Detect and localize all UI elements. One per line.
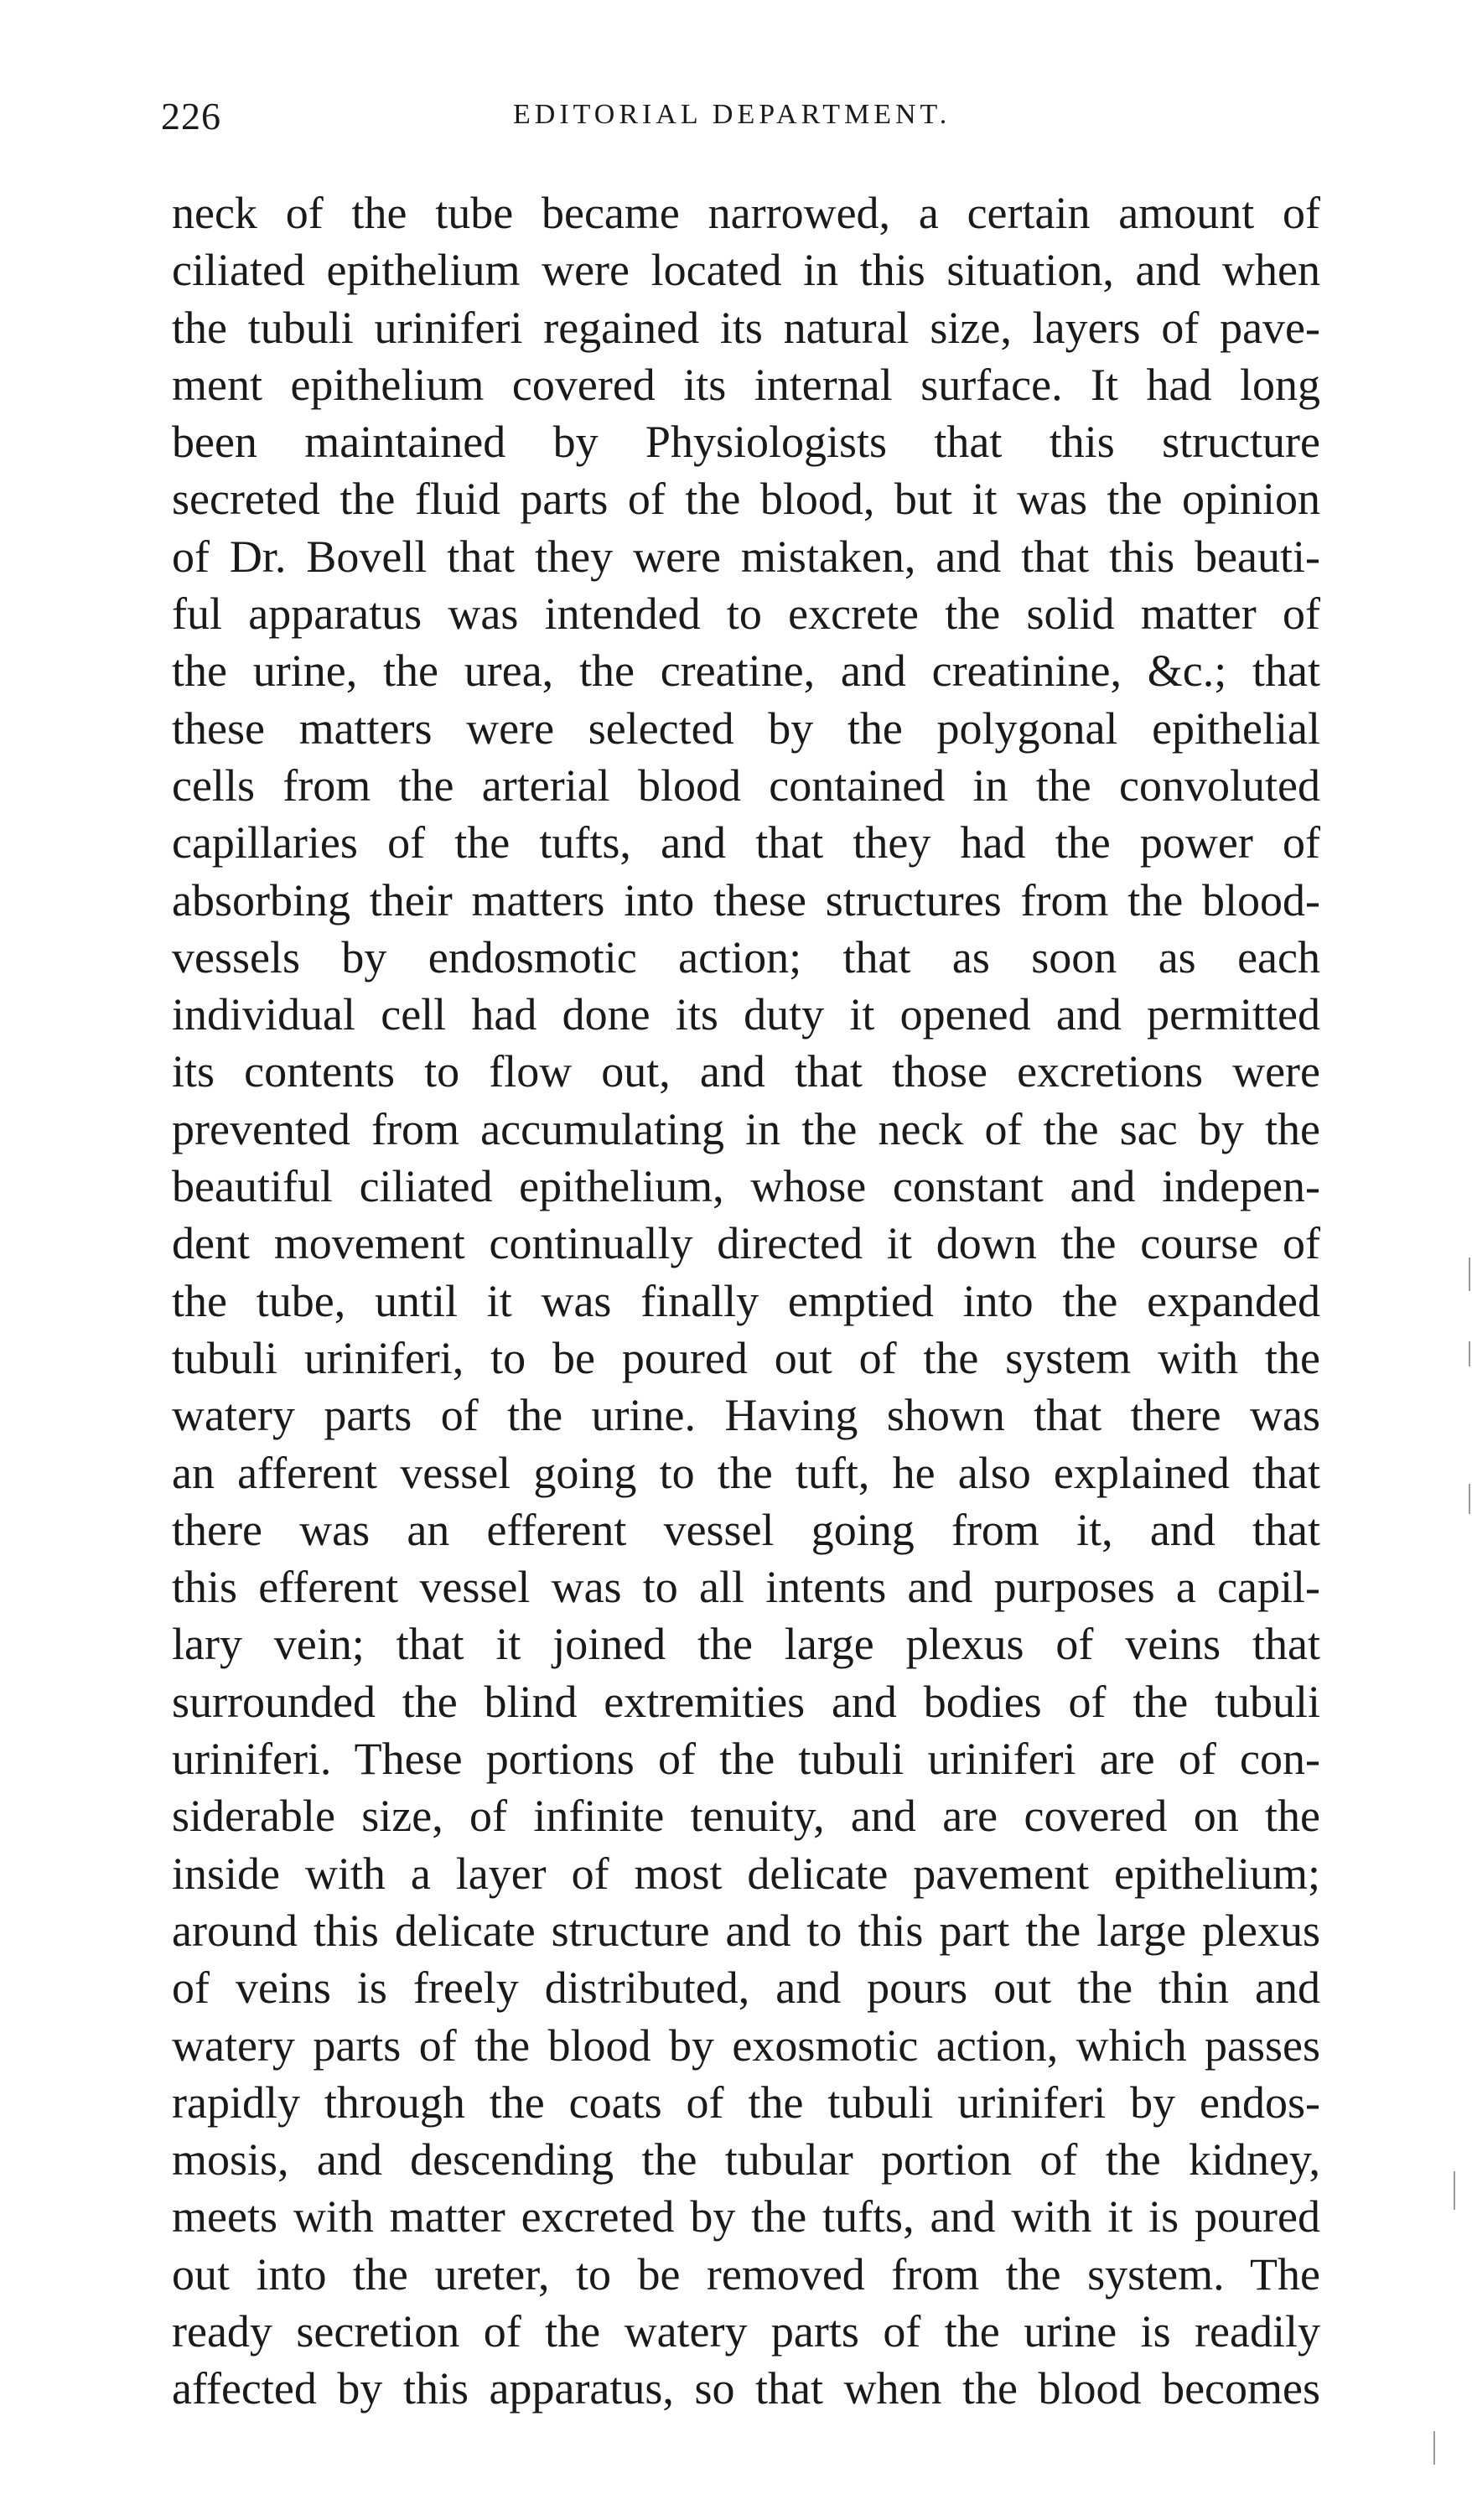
text-line: ready secretion of the watery parts of the urine is readily: [172, 2305, 1320, 2357]
text-line: these matters were selected by the polygonal epithelial: [172, 703, 1320, 754]
text-line: siderable size, of infinite tenuity, and are covered on the: [172, 1791, 1320, 1842]
margin-mark: [1469, 1341, 1470, 1366]
text-line: beautiful ciliated epithelium, whose constant and indepen-: [172, 1161, 1320, 1212]
text-line: watery parts of the urine. Having shown that there was: [172, 1390, 1320, 1441]
text-line: watery parts of the blood by exosmotic action, which passes: [172, 2020, 1320, 2071]
text-line: ment epithelium covered its internal surface. It had long: [172, 359, 1320, 410]
text-line: secreted the fluid parts of the blood, but it was the opinion: [172, 474, 1320, 525]
text-line: uriniferi. These portions of the tubuli uriniferi are of con-: [172, 1734, 1320, 1785]
text-line: surrounded the blind extremities and bodies of the tubuli: [172, 1676, 1320, 1727]
text-line: dent movement continually directed it down the course of: [172, 1218, 1320, 1269]
margin-mark: [1469, 1257, 1470, 1291]
text-line: of Dr. Bovell that they were mistaken, and that this beauti-: [172, 531, 1320, 582]
text-line: inside with a layer of most delicate pavement epithelium;: [172, 1848, 1320, 1899]
margin-mark: [1469, 1484, 1470, 1514]
text-line: been maintained by Physiologists that this structure: [172, 417, 1320, 468]
text-line: the tubuli uriniferi regained its natural size, layers of pave-: [172, 302, 1320, 353]
text-line: vessels by endosmotic action; that as soon as each: [172, 931, 1320, 983]
text-line: ciliated epithelium were located in this situation, and when: [172, 245, 1320, 296]
text-line: neck of the tube became narrowed, a certain amount of: [172, 188, 1320, 238]
text-line: ful apparatus was intended to excrete the solid matter of: [172, 589, 1320, 640]
margin-mark: [1433, 2431, 1435, 2465]
text-line: its contents to flow out, and that those excretions were: [172, 1046, 1320, 1097]
text-line: around this delicate structure and to this part the large plexus: [172, 1905, 1320, 1956]
text-line: prevented from accumulating in the neck of the sac by the: [172, 1103, 1320, 1154]
text-line: affected by this apparatus, so that when the blood becomes: [172, 2363, 1320, 2414]
text-line: meets with matter excreted by the tufts, and with it is poured: [172, 2191, 1320, 2243]
running-head: EDITORIAL DEPARTMENT.: [513, 99, 951, 130]
text-line: out into the ureter, to be removed from the system. The: [172, 2248, 1320, 2300]
text-line: mosis, and descending the tubular portion of the kidney,: [172, 2134, 1320, 2186]
text-line: of veins is freely distributed, and pours out the thin and: [172, 1963, 1320, 2014]
text-line: the tube, until it was finally emptied into the expanded: [172, 1275, 1320, 1326]
margin-mark: [1454, 2171, 1455, 2210]
text-line: absorbing their matters into these structures from the blood-: [172, 874, 1320, 926]
text-line: rapidly through the coats of the tubuli uriniferi by endos-: [172, 2077, 1320, 2128]
text-line: there was an efferent vessel going from it, and that: [172, 1504, 1320, 1555]
page-number: 226: [161, 95, 221, 137]
text-line: an afferent vessel going to the tuft, he also explained that: [172, 1447, 1320, 1498]
body-text: [172, 184, 1320, 2418]
text-line: this efferent vessel was to all intents and purposes a capil-: [172, 1562, 1320, 1613]
text-line: the urine, the urea, the creatine, and creatinine, &c.; that: [172, 646, 1320, 697]
text-line: tubuli uriniferi, to be poured out of the system with the: [172, 1332, 1320, 1383]
text-line: lary vein; that it joined the large plexus of veins that: [172, 1619, 1320, 1670]
text-line: cells from the arterial blood contained in the convoluted: [172, 760, 1320, 811]
text-line: individual cell had done its duty it opened and permitted: [172, 989, 1320, 1040]
text-line: capillaries of the tufts, and that they had the power of: [172, 817, 1320, 869]
